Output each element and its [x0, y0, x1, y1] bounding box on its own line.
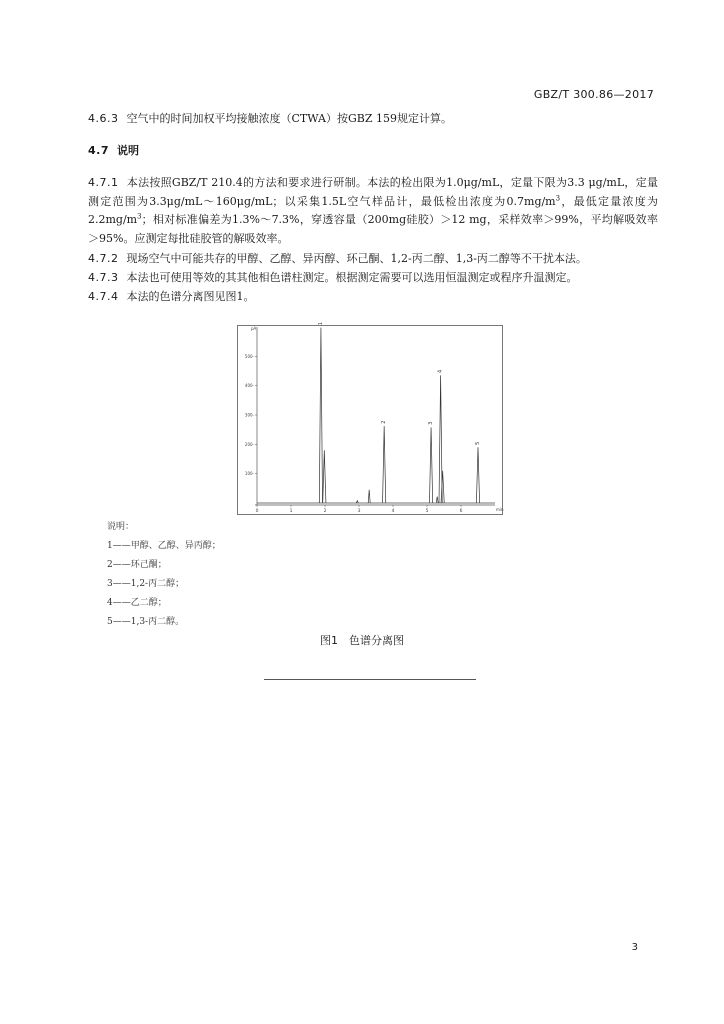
legend-item-1: 1——甲醇、乙醇、异丙醇；: [107, 541, 221, 551]
chromatogram-chart: [237, 321, 504, 515]
figure-caption: 图1 色谱分离图: [320, 634, 404, 647]
section-text-b: ，最低定量浓度为2.2mg/m: [88, 194, 659, 226]
y-tick-label: 400-: [244, 383, 254, 389]
peak-label: 3: [428, 421, 435, 425]
section-text: 本法也可使用等效的其其他相色谱柱测定。根据测定需要可以选用恒温测定或程序升温测定。: [126, 271, 578, 284]
section-4-7-1: [88, 174, 658, 248]
section-text: 本法的色谱分离图见图1。: [126, 290, 255, 303]
peak-label: 4: [437, 369, 444, 373]
end-of-document-rule: [264, 679, 476, 680]
y-tick-label: 500-: [244, 353, 254, 359]
y-tick-label: 300-: [244, 412, 254, 418]
section-number: 4.7: [88, 144, 109, 157]
standard-id: GBZ/T 300.86—2017: [533, 88, 654, 101]
superscript: 3: [137, 212, 142, 221]
peak-label: 2: [381, 420, 388, 424]
superscript: 3: [555, 193, 561, 202]
section-4-7-heading: [88, 142, 658, 161]
page-number: 3: [631, 942, 638, 953]
section-text-a: 本法按照GBZ/T 210.4的方法和要求进行研制。本法的检出限为1.0μg/mL，定量下限为3.3 μg/mL，定量测定范围为3.3μg/mL～160μg/mL；以采集1.5L空气样品计，最低检出浓度为0.7mg/m: [88, 176, 658, 208]
x-tick-label: 1: [289, 509, 293, 514]
section-number: 4.7.4: [88, 290, 119, 303]
section-number: 4.7.3: [88, 271, 119, 284]
section-4-6-3: [88, 110, 658, 129]
y-axis-unit-label: pA: [251, 326, 257, 331]
legend-item-4: 4——乙二醇；: [107, 598, 167, 608]
section-title: 说明: [117, 144, 139, 157]
figure-legend: [107, 518, 221, 632]
section-text: 空气中的时间加权平均接触浓度（CTWA）按GBZ 159规定计算。: [126, 112, 452, 125]
section-text-c: ；相对标准偏差为1.3%～7.3%，穿透容量（200mg硅胶）＞12 mg，采样效率＞99%，平均解吸效率＞95%。应测定每批硅胶管的解吸效率。: [88, 213, 658, 245]
legend-title: 说明：: [107, 522, 135, 532]
plot-frame: [238, 326, 503, 515]
section-text: 现场空气中可能共存的甲醇、乙醇、异丙醇、环己酮、1,2-丙二醇、1,3-丙二醇等不干扰本法。: [126, 252, 587, 265]
y-tick-label: 200-: [244, 441, 254, 447]
x-tick-label: 4: [391, 509, 395, 514]
chromatogram-figure: [237, 321, 504, 515]
section-4-7-2: [88, 250, 658, 269]
peak-label: 5: [475, 441, 481, 445]
section-number: 4.7.2: [88, 252, 119, 265]
x-tick-label: 0: [255, 509, 259, 514]
legend-item-5: 5——1,3-丙二醇。: [107, 617, 185, 627]
x-tick-label: 5: [425, 509, 429, 514]
section-number: 4.6.3: [88, 112, 119, 125]
x-tick-label: 2: [323, 509, 327, 514]
section-4-7-3: [88, 269, 658, 288]
peak-label: 1: [317, 321, 324, 326]
x-tick-label: 6: [459, 509, 463, 514]
x-tick-label: 3: [357, 509, 361, 514]
y-tick-label: 100-: [244, 471, 254, 477]
section-4-7-4: [88, 288, 658, 307]
legend-item-3: 3——1,2-丙二醇；: [107, 579, 185, 589]
section-number: 4.7.1: [88, 176, 119, 189]
legend-item-2: 2——环己酮；: [107, 560, 167, 570]
x-axis-unit-label: min: [496, 507, 504, 512]
